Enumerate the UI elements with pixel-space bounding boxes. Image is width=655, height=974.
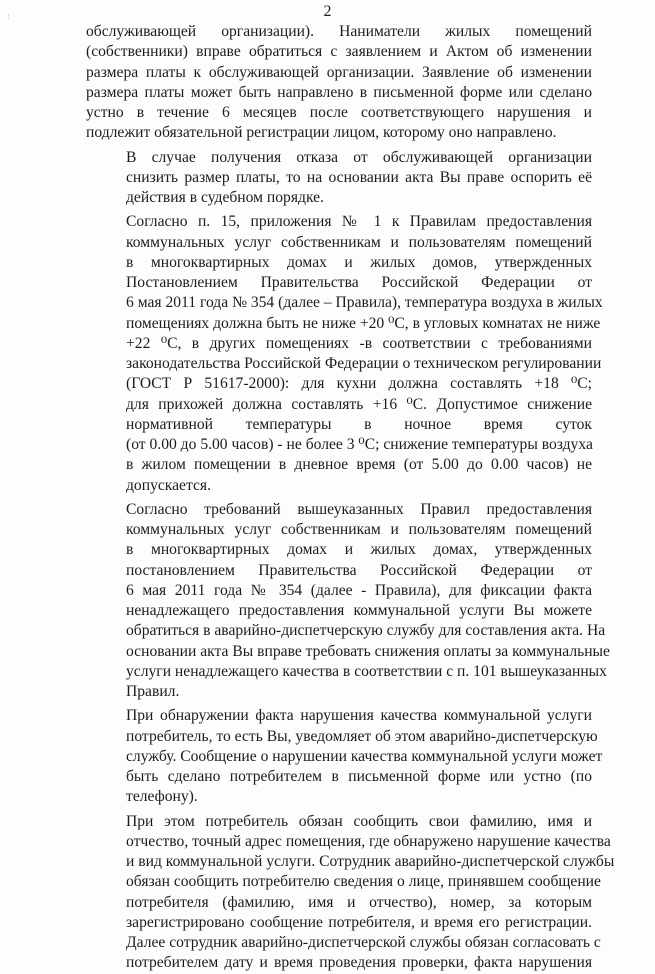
- text-line: отчество, точный адрес помещения, где обнаружено нарушение качества: [126, 832, 611, 850]
- text-line: допускается.: [126, 476, 211, 494]
- text-line: и вид коммунальной услуги. Сотрудник аварийно-диспетчерской службы: [126, 853, 615, 870]
- text-line: снизить размер платы, то на основании акта Вы праве оспорить её: [126, 168, 592, 186]
- scan-mark: · ·: [7, 11, 13, 23]
- text-line: службу. Сообщение о нарушении качества коммунальной услуги может: [126, 747, 603, 765]
- text-line: для прихожей должна составлять +16 ⁰С. Допустимое снижение: [126, 395, 592, 413]
- text-line: Далее сотрудник аварийно-диспетчерской службы обязан согласовать с: [126, 934, 601, 951]
- text-line: устно в течение 6 месяцев после соответствующего нарушения и: [86, 104, 592, 121]
- text-line: помещениях должна быть не ниже +20 ⁰С, в угловых комнатах не ниже: [126, 314, 601, 332]
- document-body: [86, 22, 615, 974]
- text-line: (от 0.00 до 5.00 часов) - не более 3 ⁰С; снижение температуры воздуха: [126, 436, 593, 453]
- text-line: +22 ⁰С, в других помещениях -в соответствии с требованиями: [126, 334, 592, 352]
- text-line: Согласно п. 15, приложения № 1 к Правилам предоставления: [126, 213, 592, 231]
- text-line: ненадлежащего предоставления коммунальной услуги Вы можете: [126, 602, 592, 619]
- text-line: телефону).: [126, 788, 198, 806]
- text-line: (ГОСТ Р 51617-2000): для кухни должна составлять +18 ⁰С;: [126, 375, 592, 393]
- paragraph-p3: [86, 212, 603, 496]
- paragraph-p2: [86, 148, 592, 209]
- page-number: 2: [323, 3, 332, 20]
- paragraph-p6: [86, 812, 615, 974]
- text-line: При обнаружении факта нарушения качества коммунальной услуги: [126, 707, 592, 725]
- text-line: (собственники) вправе обратиться с заявлением и Актом об изменении: [86, 43, 592, 61]
- paragraph-p4: [86, 500, 610, 703]
- text-line: нормативной температуры в ночное время суток: [126, 415, 592, 433]
- text-line: 6 мая 2011 года № 354 (далее - Правила), для фиксации факта: [126, 581, 592, 599]
- text-line: потребителя (фамилию, имя и отчество), номер, за которым: [126, 893, 592, 911]
- paragraph-p5: [86, 706, 603, 807]
- text-line: При этом потребитель обязан сообщить свои фамилию, имя и: [126, 812, 592, 830]
- text-line: законодательства Российской Федерации о техническом регулировании: [126, 355, 602, 372]
- text-line: услуги ненадлежащего качества в соответствии с п. 101 вышеуказанных: [126, 662, 607, 680]
- text-line: обязан сообщить потребителю сведения о лице, принявшем сообщение: [126, 873, 601, 891]
- text-line: Согласно требований вышеуказанных Правил предоставления: [126, 500, 592, 518]
- text-line: потребитель, то есть Вы, уведомляет об этом аварийно-диспетчерскую: [126, 727, 598, 745]
- text-line: коммунальных услуг собственникам и пользователям помещений: [126, 233, 592, 251]
- text-line: размера платы может быть направлено в письменной форме или сделано: [86, 83, 592, 101]
- text-line: размера платы к обслуживающей организации. Заявление об изменении: [86, 63, 592, 81]
- text-line: Постановлением Правительства Российской Федерации от: [126, 274, 592, 291]
- text-line: зарегистрировано сообщение потребителя, и время его регистрации.: [126, 913, 592, 931]
- text-line: обслуживающей организации). Наниматели жилых помещений: [86, 23, 592, 40]
- text-line: подлежит обязательной регистрации лицом, которому оно направлено.: [86, 124, 557, 142]
- text-line: основании акта Вы вправе требовать снижения оплаты за коммунальные: [126, 642, 610, 660]
- text-line: действия в судебном порядке.: [126, 189, 324, 206]
- text-line: быть сделано потребителем в письменной форме или устно (по: [126, 768, 592, 785]
- text-line: 6 мая 2011 года № 354 (далее – Правила), температура воздуха в жилых: [126, 294, 603, 312]
- text-line: потребителем дату и время проведения проверки, факта нарушения: [126, 954, 592, 972]
- text-line: Правил.: [126, 683, 180, 700]
- text-line: в многоквартирных домах и жилых домах, утвержденных: [126, 541, 592, 559]
- text-line: в многоквартирных домах и жилых домов, утвержденных: [126, 253, 592, 271]
- text-line: В случае получения отказа от обслуживающей организации: [126, 148, 592, 166]
- text-line: обратиться в аварийно-диспетчерскую службу для составления акта. На: [126, 622, 606, 640]
- text-line: постановлением Правительства Российской Федерации от: [126, 561, 592, 579]
- paragraph-p1: [86, 22, 592, 144]
- text-line: в жилом помещении в дневное время (от 5.00 до 0.00 часов) не: [126, 456, 592, 474]
- text-line: коммунальных услуг собственникам и пользователям помещений: [126, 521, 592, 538]
